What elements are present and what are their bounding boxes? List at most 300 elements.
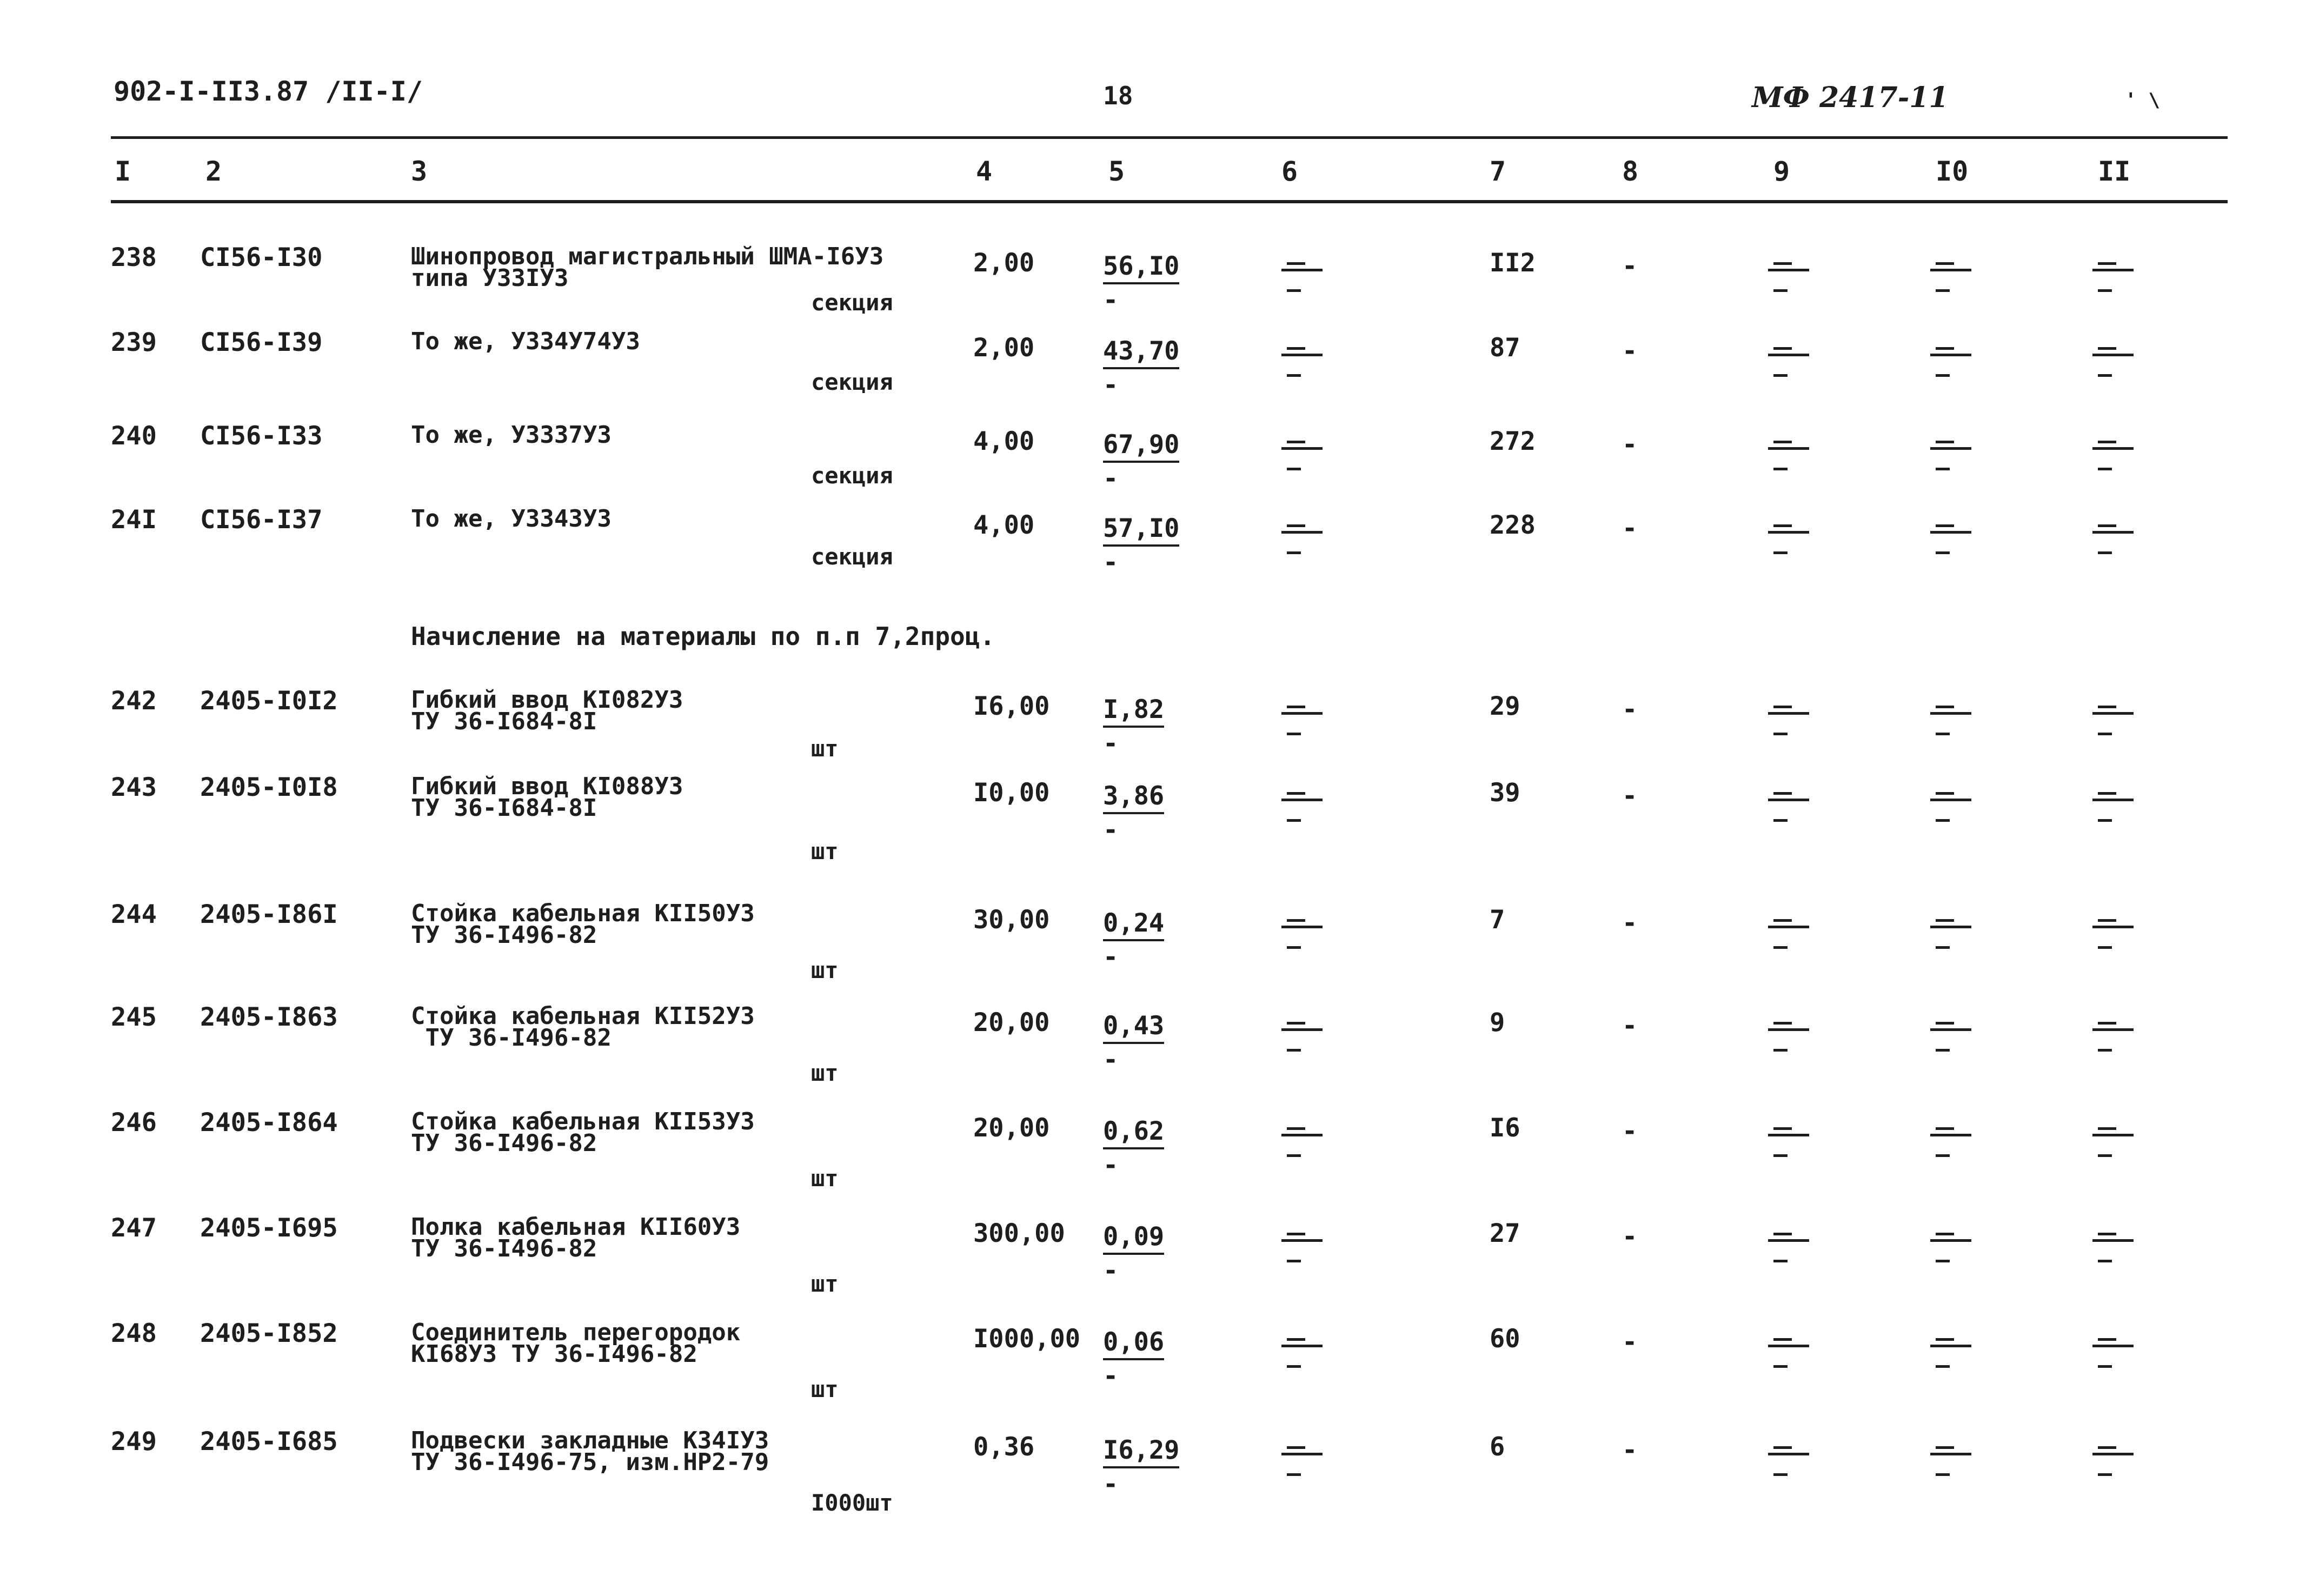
col10-dash-mark-stroke [1930,1028,1971,1031]
description-line: Гибкий ввод КI088У3 [411,773,683,800]
row-number: 247 [111,1213,157,1243]
item-description [411,328,640,355]
col11-dash-mark-stroke [2092,1134,2134,1136]
unit-of-measure: I000шт [811,1489,893,1516]
col8-dash: - [1622,1435,1638,1465]
col9-dash-mark-stroke [1768,799,1809,801]
row-number: 243 [111,773,157,802]
col9-dash-mark-stroke [1773,1260,1788,1262]
col10-dash-mark-stroke [1936,1049,1950,1052]
item-description [411,900,755,949]
item-code: CI56-I33 [200,421,323,451]
row-number: 239 [111,328,157,357]
col6-dash-mark-stroke [1287,946,1301,949]
row-number: 246 [111,1108,157,1138]
column-number-11: II [2098,156,2131,187]
quantity: 2,00 [973,333,1035,363]
col10-dash-mark-stroke [1936,1365,1950,1368]
unit-price [1103,251,1179,315]
unit-price [1103,695,1164,759]
unit-price [1103,430,1179,494]
unit-price-value: I6,29 [1103,1435,1179,1468]
col11-dash-mark [2092,524,2136,557]
col11-dash-mark-stroke [2098,441,2116,443]
col11-dash-mark-stroke [2098,1365,2112,1368]
item-description [411,1002,755,1052]
item-code: 2405-I685 [200,1427,338,1457]
col6-dash-mark-stroke [1281,1453,1323,1455]
col8-dash: - [1622,251,1638,281]
col11-dash-mark-stroke [2098,733,2112,735]
col9-dash-mark-stroke [1773,1233,1792,1235]
unit-price-dash: - [1103,1045,1119,1075]
col11-dash-mark-stroke [2092,1239,2134,1242]
col10-dash-mark-stroke [1930,1134,1971,1136]
unit-price-value: 0,06 [1103,1327,1164,1360]
col9-dash-mark-stroke [1768,1134,1809,1136]
col6-dash-mark-stroke [1287,1260,1301,1262]
col6-dash-mark-stroke [1287,289,1301,292]
col6-dash-mark-stroke [1287,792,1305,795]
col10-dash-mark-stroke [1936,524,1954,527]
col6-dash-mark [1281,1022,1325,1054]
col9-dash-mark [1768,441,1811,473]
col6-dash-mark-stroke [1287,468,1301,470]
col11-dash-mark-stroke [2092,1345,2134,1347]
unit-price [1103,514,1179,577]
unit-of-measure: шт [811,838,839,864]
unit-of-measure: секция [811,289,893,316]
quantity: 0,36 [973,1432,1035,1462]
unit-price-dash: - [1103,1256,1119,1286]
col10-dash-mark-stroke [1930,269,1971,271]
col10-dash-mark-stroke [1936,374,1950,377]
unit-price-value: 0,09 [1103,1222,1164,1255]
col11-dash-mark-stroke [2098,524,2116,527]
row-number: 245 [111,1002,157,1032]
col10-dash-mark-stroke [1936,1473,1950,1476]
col9-dash-mark-stroke [1773,524,1792,527]
col6-dash-mark [1281,1127,1325,1160]
col10-dash-mark [1930,792,1974,824]
col9-dash-mark-stroke [1773,1154,1788,1157]
col10-dash-mark [1930,1338,1974,1371]
description-line: Гибкий ввод КI082У3 [411,686,683,714]
col6-dash-mark [1281,262,1325,295]
col6-dash-mark-stroke [1281,799,1323,801]
description-line: То же, У3337У3 [411,421,612,449]
item-code: CI56-I39 [200,328,323,357]
unit-price-dash: - [1103,464,1119,494]
col9-dash-mark-stroke [1773,551,1788,554]
col10-dash-mark-stroke [1930,712,1971,715]
item-description [411,243,884,292]
col8-dash: - [1622,1222,1638,1252]
column-number-10: I0 [1936,156,1969,187]
col11-dash-mark [2092,1338,2136,1371]
col6-dash-mark-stroke [1281,926,1323,928]
col9-dash-mark [1768,919,1811,952]
unit-price [1103,1327,1164,1391]
col10-dash-mark-stroke [1930,1453,1971,1455]
col10-dash-mark [1930,441,1974,473]
col6-dash-mark [1281,1446,1325,1479]
col10-dash-mark-stroke [1936,468,1950,470]
unit-price-value: 0,24 [1103,908,1164,941]
col6-dash-mark-stroke [1281,354,1323,356]
unit-price-dash: - [1103,1361,1119,1391]
total-cost: 6 [1490,1432,1505,1462]
col11-dash-mark-stroke [2098,289,2112,292]
unit-price-dash: - [1103,1151,1119,1180]
column-number-7: 7 [1490,156,1506,187]
col9-dash-mark-stroke [1768,1239,1809,1242]
col11-dash-mark [2092,1127,2136,1160]
col10-dash-mark-stroke [1936,262,1954,265]
row-number: 242 [111,686,157,716]
col11-dash-mark-stroke [2098,1260,2112,1262]
total-cost: 272 [1490,427,1536,456]
unit-price-value: 56,I0 [1103,251,1179,284]
description-line: Стойка кабельная КII52У3 [411,1002,755,1030]
col11-dash-mark-stroke [2098,792,2116,795]
col6-dash-mark-stroke [1287,1127,1305,1130]
col11-dash-mark [2092,919,2136,952]
col9-dash-mark [1768,706,1811,738]
unit-price-value: 57,I0 [1103,514,1179,547]
quantity: 300,00 [973,1219,1065,1248]
col11-dash-mark-stroke [2098,262,2116,265]
col10-dash-mark-stroke [1930,926,1971,928]
col6-dash-mark-stroke [1287,1446,1305,1449]
col6-dash-mark-stroke [1281,1028,1323,1031]
col6-dash-mark [1281,1338,1325,1371]
description-line: ТУ 36-I496-75, изм.НР2-79 [411,1448,769,1476]
description-line: КI68У3 ТУ 36-I496-82 [411,1340,697,1368]
col8-dash: - [1622,908,1638,938]
total-cost: 7 [1490,905,1505,935]
col9-dash-mark [1768,524,1811,557]
col9-dash-mark [1768,262,1811,295]
unit-price-value: 43,70 [1103,336,1179,369]
description-line: Соединитель перегородок [411,1319,741,1346]
col6-dash-mark-stroke [1287,733,1301,735]
col6-dash-mark-stroke [1281,1345,1323,1347]
total-cost: I6 [1490,1113,1520,1143]
col6-dash-mark-stroke [1287,1022,1305,1025]
unit-of-measure: шт [811,1165,839,1192]
col11-dash-mark-stroke [2098,1446,2116,1449]
col9-dash-mark-stroke [1768,354,1809,356]
description-line: Полка кабельная КII60У3 [411,1213,741,1241]
col11-dash-mark [2092,441,2136,473]
unit-of-measure: шт [811,1060,839,1086]
total-cost: 87 [1490,333,1520,363]
col11-dash-mark-stroke [2098,374,2112,377]
row-number: 238 [111,243,157,272]
unit-price-dash: - [1103,548,1119,577]
col10-dash-mark-stroke [1936,819,1950,822]
unit-price-value: 67,90 [1103,430,1179,463]
col11-dash-mark-stroke [2092,1453,2134,1455]
quantity: 30,00 [973,905,1050,935]
col6-dash-mark [1281,919,1325,952]
col11-dash-mark [2092,1233,2136,1265]
page-number: 18 [1103,81,1133,110]
col9-dash-mark [1768,792,1811,824]
unit-of-measure: секция [811,543,893,570]
quantity: 2,00 [973,248,1035,278]
col11-dash-mark [2092,706,2136,738]
unit-of-measure: секция [811,369,893,395]
unit-price-value: 0,62 [1103,1116,1164,1149]
col11-dash-mark-stroke [2098,1233,2116,1235]
col10-dash-mark-stroke [1936,919,1954,922]
col10-dash-mark-stroke [1936,1446,1954,1449]
col10-dash-mark-stroke [1936,441,1954,443]
col11-dash-mark-stroke [2092,269,2134,271]
col6-dash-mark-stroke [1287,347,1305,350]
col6-dash-mark-stroke [1287,919,1305,922]
unit-price-dash: - [1103,729,1119,759]
col9-dash-mark-stroke [1768,531,1809,534]
col9-dash-mark-stroke [1768,1028,1809,1031]
col11-dash-mark-stroke [2098,706,2116,708]
row-number: 24I [111,505,157,535]
col11-dash-mark-stroke [2092,531,2134,534]
description-line: ТУ 36-I496-82 [411,1129,597,1157]
col9-dash-mark-stroke [1773,441,1792,443]
item-code: 2405-I86I [200,900,338,929]
col11-dash-mark-stroke [2098,347,2116,350]
unit-price-dash: - [1103,285,1119,315]
col11-dash-mark [2092,262,2136,295]
col8-dash: - [1622,781,1638,811]
col9-dash-mark-stroke [1773,1473,1788,1476]
col10-dash-mark-stroke [1936,289,1950,292]
item-code: CI56-I37 [200,505,323,535]
col10-dash-mark-stroke [1930,799,1971,801]
col11-dash-mark-stroke [2098,1154,2112,1157]
col6-dash-mark-stroke [1281,447,1323,450]
quantity: I000,00 [973,1324,1081,1354]
unit-of-measure: шт [811,735,839,762]
col6-dash-mark-stroke [1287,819,1301,822]
col6-dash-mark-stroke [1287,262,1305,265]
col9-dash-mark [1768,1233,1811,1265]
col9-dash-mark-stroke [1773,1365,1788,1368]
col9-dash-mark-stroke [1768,1345,1809,1347]
item-code: 2405-I852 [200,1319,338,1348]
col11-dash-mark-stroke [2092,799,2134,801]
col10-dash-mark-stroke [1936,706,1954,708]
col6-dash-mark-stroke [1281,269,1323,271]
col9-dash-mark-stroke [1773,347,1792,350]
unit-price [1103,1011,1164,1075]
description-line: То же, У334У74У3 [411,328,640,355]
col10-dash-mark [1930,1022,1974,1054]
col9-dash-mark-stroke [1768,447,1809,450]
col9-dash-mark [1768,1338,1811,1371]
unit-price [1103,908,1164,972]
col10-dash-mark-stroke [1936,792,1954,795]
col10-dash-mark [1930,1233,1974,1265]
col9-dash-mark-stroke [1768,926,1809,928]
description-line: Подвески закладные К34IУ3 [411,1427,769,1454]
description-line: ТУ 36-I684-8I [411,794,597,822]
col11-dash-mark [2092,792,2136,824]
description-line: ТУ 36-I496-82 [411,1024,612,1052]
unit-price-value: 3,86 [1103,781,1164,814]
col10-dash-mark-stroke [1936,551,1950,554]
col9-dash-mark [1768,1127,1811,1160]
description-line: типа У33IУ3 [411,264,569,292]
description-line: Шинопровод магистральный ШМА-I6У3 [411,243,884,270]
col10-dash-mark [1930,262,1974,295]
column-number-5: 5 [1108,156,1125,187]
col10-dash-mark [1930,919,1974,952]
col9-dash-mark-stroke [1773,374,1788,377]
col6-dash-mark-stroke [1287,1049,1301,1052]
col10-dash-mark-stroke [1936,1338,1954,1341]
col8-dash: - [1622,514,1638,543]
item-description [411,421,612,449]
col9-dash-mark [1768,1446,1811,1479]
corner-mark: ' \ [2125,89,2161,111]
description-line: Стойка кабельная КII50У3 [411,900,755,927]
description-line: ТУ 36-I684-8I [411,708,597,735]
col6-dash-mark [1281,706,1325,738]
quantity: I6,00 [973,691,1050,721]
total-cost: 39 [1490,778,1520,808]
unit-of-measure: шт [811,957,839,983]
col6-dash-mark-stroke [1287,706,1305,708]
col10-dash-mark-stroke [1936,1154,1950,1157]
col11-dash-mark-stroke [2098,1127,2116,1130]
col9-dash-mark-stroke [1773,706,1792,708]
col6-dash-mark [1281,441,1325,473]
quantity: 4,00 [973,427,1035,456]
row-number: 249 [111,1427,157,1457]
item-description [411,1108,755,1157]
handwritten-reference: МФ 2417-11 [1752,81,1949,114]
quantity: I0,00 [973,778,1050,808]
row-number: 240 [111,421,157,451]
col6-dash-mark-stroke [1287,374,1301,377]
col9-dash-mark-stroke [1773,1127,1792,1130]
col9-dash-mark-stroke [1768,269,1809,271]
total-cost: 60 [1490,1324,1520,1354]
total-cost: 29 [1490,691,1520,721]
col11-dash-mark [2092,347,2136,380]
col11-dash-mark-stroke [2092,926,2134,928]
total-cost: II2 [1490,248,1536,278]
col11-dash-mark [2092,1022,2136,1054]
col6-dash-mark-stroke [1287,1338,1305,1341]
col6-dash-mark-stroke [1287,551,1301,554]
quantity: 20,00 [973,1113,1050,1143]
col11-dash-mark-stroke [2098,919,2116,922]
total-cost: 228 [1490,510,1536,540]
description-line: Стойка кабельная КII53У3 [411,1108,755,1135]
item-code: 2405-I864 [200,1108,338,1138]
column-number-9: 9 [1773,156,1790,187]
unit-of-measure: шт [811,1376,839,1402]
col9-dash-mark [1768,347,1811,380]
col10-dash-mark [1930,706,1974,738]
col6-dash-mark-stroke [1287,1154,1301,1157]
col9-dash-mark-stroke [1773,792,1792,795]
col11-dash-mark-stroke [2092,712,2134,715]
unit-price-value: I,82 [1103,695,1164,728]
col9-dash-mark-stroke [1773,262,1792,265]
col10-dash-mark-stroke [1936,1233,1954,1235]
col6-dash-mark-stroke [1281,1239,1323,1242]
col10-dash-mark-stroke [1936,733,1950,735]
column-number-6: 6 [1281,156,1298,187]
col9-dash-mark-stroke [1768,1453,1809,1455]
col9-dash-mark-stroke [1773,946,1788,949]
col8-dash: - [1622,1116,1638,1146]
col11-dash-mark-stroke [2098,819,2112,822]
col11-dash-mark-stroke [2098,551,2112,554]
col6-dash-mark-stroke [1287,1365,1301,1368]
col6-dash-mark [1281,524,1325,557]
col9-dash-mark-stroke [1773,1022,1792,1025]
col10-dash-mark-stroke [1930,447,1971,450]
col9-dash-mark-stroke [1768,712,1809,715]
item-description [411,1213,741,1262]
col9-dash-mark-stroke [1773,1446,1792,1449]
description-line: ТУ 36-I496-82 [411,1235,597,1262]
quantity: 4,00 [973,510,1035,540]
col10-dash-mark [1930,1127,1974,1160]
header-bottom-rule [111,200,2228,203]
unit-of-measure: шт [811,1271,839,1297]
col11-dash-mark-stroke [2098,1473,2112,1476]
col8-dash: - [1622,695,1638,724]
col11-dash-mark-stroke [2092,447,2134,450]
col6-dash-mark-stroke [1281,1134,1323,1136]
col11-dash-mark [2092,1446,2136,1479]
col10-dash-mark-stroke [1936,1127,1954,1130]
column-number-1: I [115,156,131,187]
col11-dash-mark-stroke [2098,1338,2116,1341]
item-code: 2405-I0I8 [200,773,338,802]
col10-dash-mark-stroke [1930,1239,1971,1242]
description-line: То же, У3343У3 [411,505,612,533]
col11-dash-mark-stroke [2092,354,2134,356]
unit-price [1103,1435,1179,1499]
col6-dash-mark-stroke [1281,531,1323,534]
col9-dash-mark [1768,1022,1811,1054]
col6-dash-mark-stroke [1287,524,1305,527]
col8-dash: - [1622,336,1638,366]
col11-dash-mark-stroke [2098,1049,2112,1052]
item-code: CI56-I30 [200,243,323,272]
col9-dash-mark-stroke [1773,1338,1792,1341]
unit-price-dash: - [1103,815,1119,845]
col9-dash-mark-stroke [1773,289,1788,292]
col6-dash-mark [1281,347,1325,380]
row-number: 244 [111,900,157,929]
col6-dash-mark [1281,1233,1325,1265]
column-number-2: 2 [205,156,222,187]
col6-dash-mark-stroke [1287,1233,1305,1235]
unit-price-dash: - [1103,1469,1119,1499]
unit-price-value: 0,43 [1103,1011,1164,1044]
col10-dash-mark [1930,524,1974,557]
